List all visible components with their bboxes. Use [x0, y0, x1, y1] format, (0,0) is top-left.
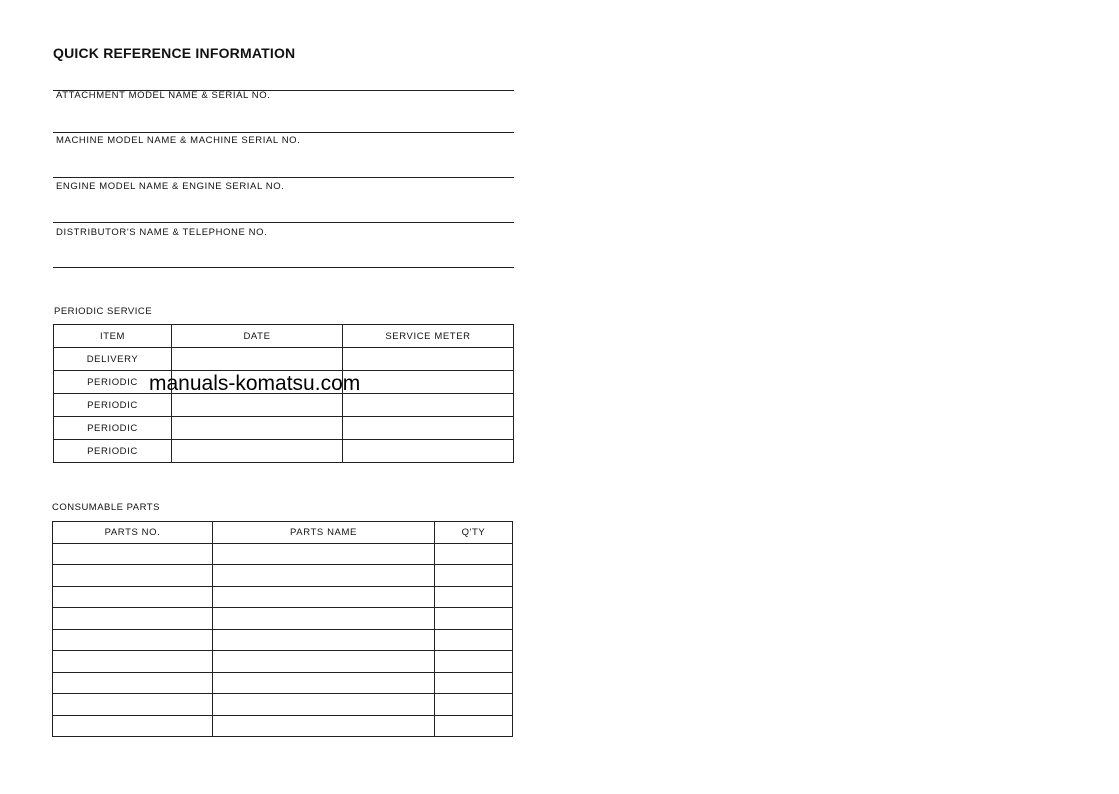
service-meter-cell: [343, 371, 514, 394]
parts-no-cell: [53, 565, 213, 587]
column-header-item: ITEM: [54, 325, 172, 348]
parts-no-cell: [53, 651, 213, 673]
parts-no-cell: [53, 715, 213, 737]
consumable-parts-heading: CONSUMABLE PARTS: [52, 502, 160, 513]
field-rule: [53, 267, 514, 268]
table-row: [53, 543, 513, 565]
service-date-cell: [172, 417, 343, 440]
service-item-cell: PERIODIC: [54, 394, 172, 417]
qty-cell: [435, 565, 513, 587]
service-item-cell: PERIODIC: [54, 371, 172, 394]
column-header-service-meter: SERVICE METER: [343, 325, 514, 348]
qty-cell: [435, 629, 513, 651]
table-row: [54, 394, 514, 417]
parts-name-cell: [213, 694, 435, 716]
field-rule: [53, 177, 514, 178]
service-item-cell: DELIVERY: [54, 348, 172, 371]
parts-name-cell: [213, 715, 435, 737]
parts-name-cell: [213, 672, 435, 694]
table-row: [53, 672, 513, 694]
parts-no-cell: [53, 694, 213, 716]
qty-cell: [435, 651, 513, 673]
service-date-cell: [172, 394, 343, 417]
parts-no-cell: [53, 586, 213, 608]
service-date-cell: [172, 440, 343, 463]
distributor-field-label: DISTRIBUTOR'S NAME & TELEPHONE NO.: [56, 227, 268, 238]
service-meter-cell: [343, 348, 514, 371]
parts-name-cell: [213, 586, 435, 608]
table-row: [53, 651, 513, 673]
service-item-cell: PERIODIC: [54, 440, 172, 463]
qty-cell: [435, 543, 513, 565]
column-header-qty: Q'TY: [435, 522, 513, 544]
parts-no-cell: [53, 608, 213, 630]
table-row: [53, 715, 513, 737]
parts-name-cell: [213, 651, 435, 673]
parts-name-cell: [213, 629, 435, 651]
service-date-cell: [172, 348, 343, 371]
parts-table-body: [53, 543, 513, 737]
qty-cell: [435, 586, 513, 608]
column-header-date: DATE: [172, 325, 343, 348]
parts-no-cell: [53, 672, 213, 694]
service-item-cell: PERIODIC: [54, 417, 172, 440]
parts-name-cell: [213, 608, 435, 630]
service-meter-cell: [343, 394, 514, 417]
qty-cell: [435, 715, 513, 737]
table-header-row: [53, 522, 513, 544]
table-row: [54, 417, 514, 440]
qty-cell: [435, 672, 513, 694]
field-rule: [53, 222, 514, 223]
periodic-service-heading: PERIODIC SERVICE: [54, 306, 153, 317]
parts-name-cell: [213, 565, 435, 587]
engine-field-label: ENGINE MODEL NAME & ENGINE SERIAL NO.: [56, 181, 285, 192]
table-row: [54, 348, 514, 371]
table-row: [53, 694, 513, 716]
service-meter-cell: [343, 440, 514, 463]
parts-no-cell: [53, 629, 213, 651]
table-row: [53, 629, 513, 651]
page-title: QUICK REFERENCE INFORMATION: [53, 45, 296, 61]
parts-name-cell: [213, 543, 435, 565]
qty-cell: [435, 608, 513, 630]
column-header-parts-name: PARTS NAME: [213, 522, 435, 544]
watermark: manuals-komatsu.com: [149, 372, 361, 395]
table-row: [53, 586, 513, 608]
table-row: [54, 440, 514, 463]
table-header-row: [54, 325, 514, 348]
parts-no-cell: [53, 543, 213, 565]
table-row: [53, 608, 513, 630]
machine-field-label: MACHINE MODEL NAME & MACHINE SERIAL NO.: [56, 135, 301, 146]
attachment-field-label: ATTACHMENT MODEL NAME & SERIAL NO.: [56, 90, 271, 101]
service-meter-cell: [343, 417, 514, 440]
consumable-parts-table: [52, 521, 513, 737]
field-rule: [53, 132, 514, 133]
table-row: [53, 565, 513, 587]
column-header-parts-no: PARTS NO.: [53, 522, 213, 544]
qty-cell: [435, 694, 513, 716]
